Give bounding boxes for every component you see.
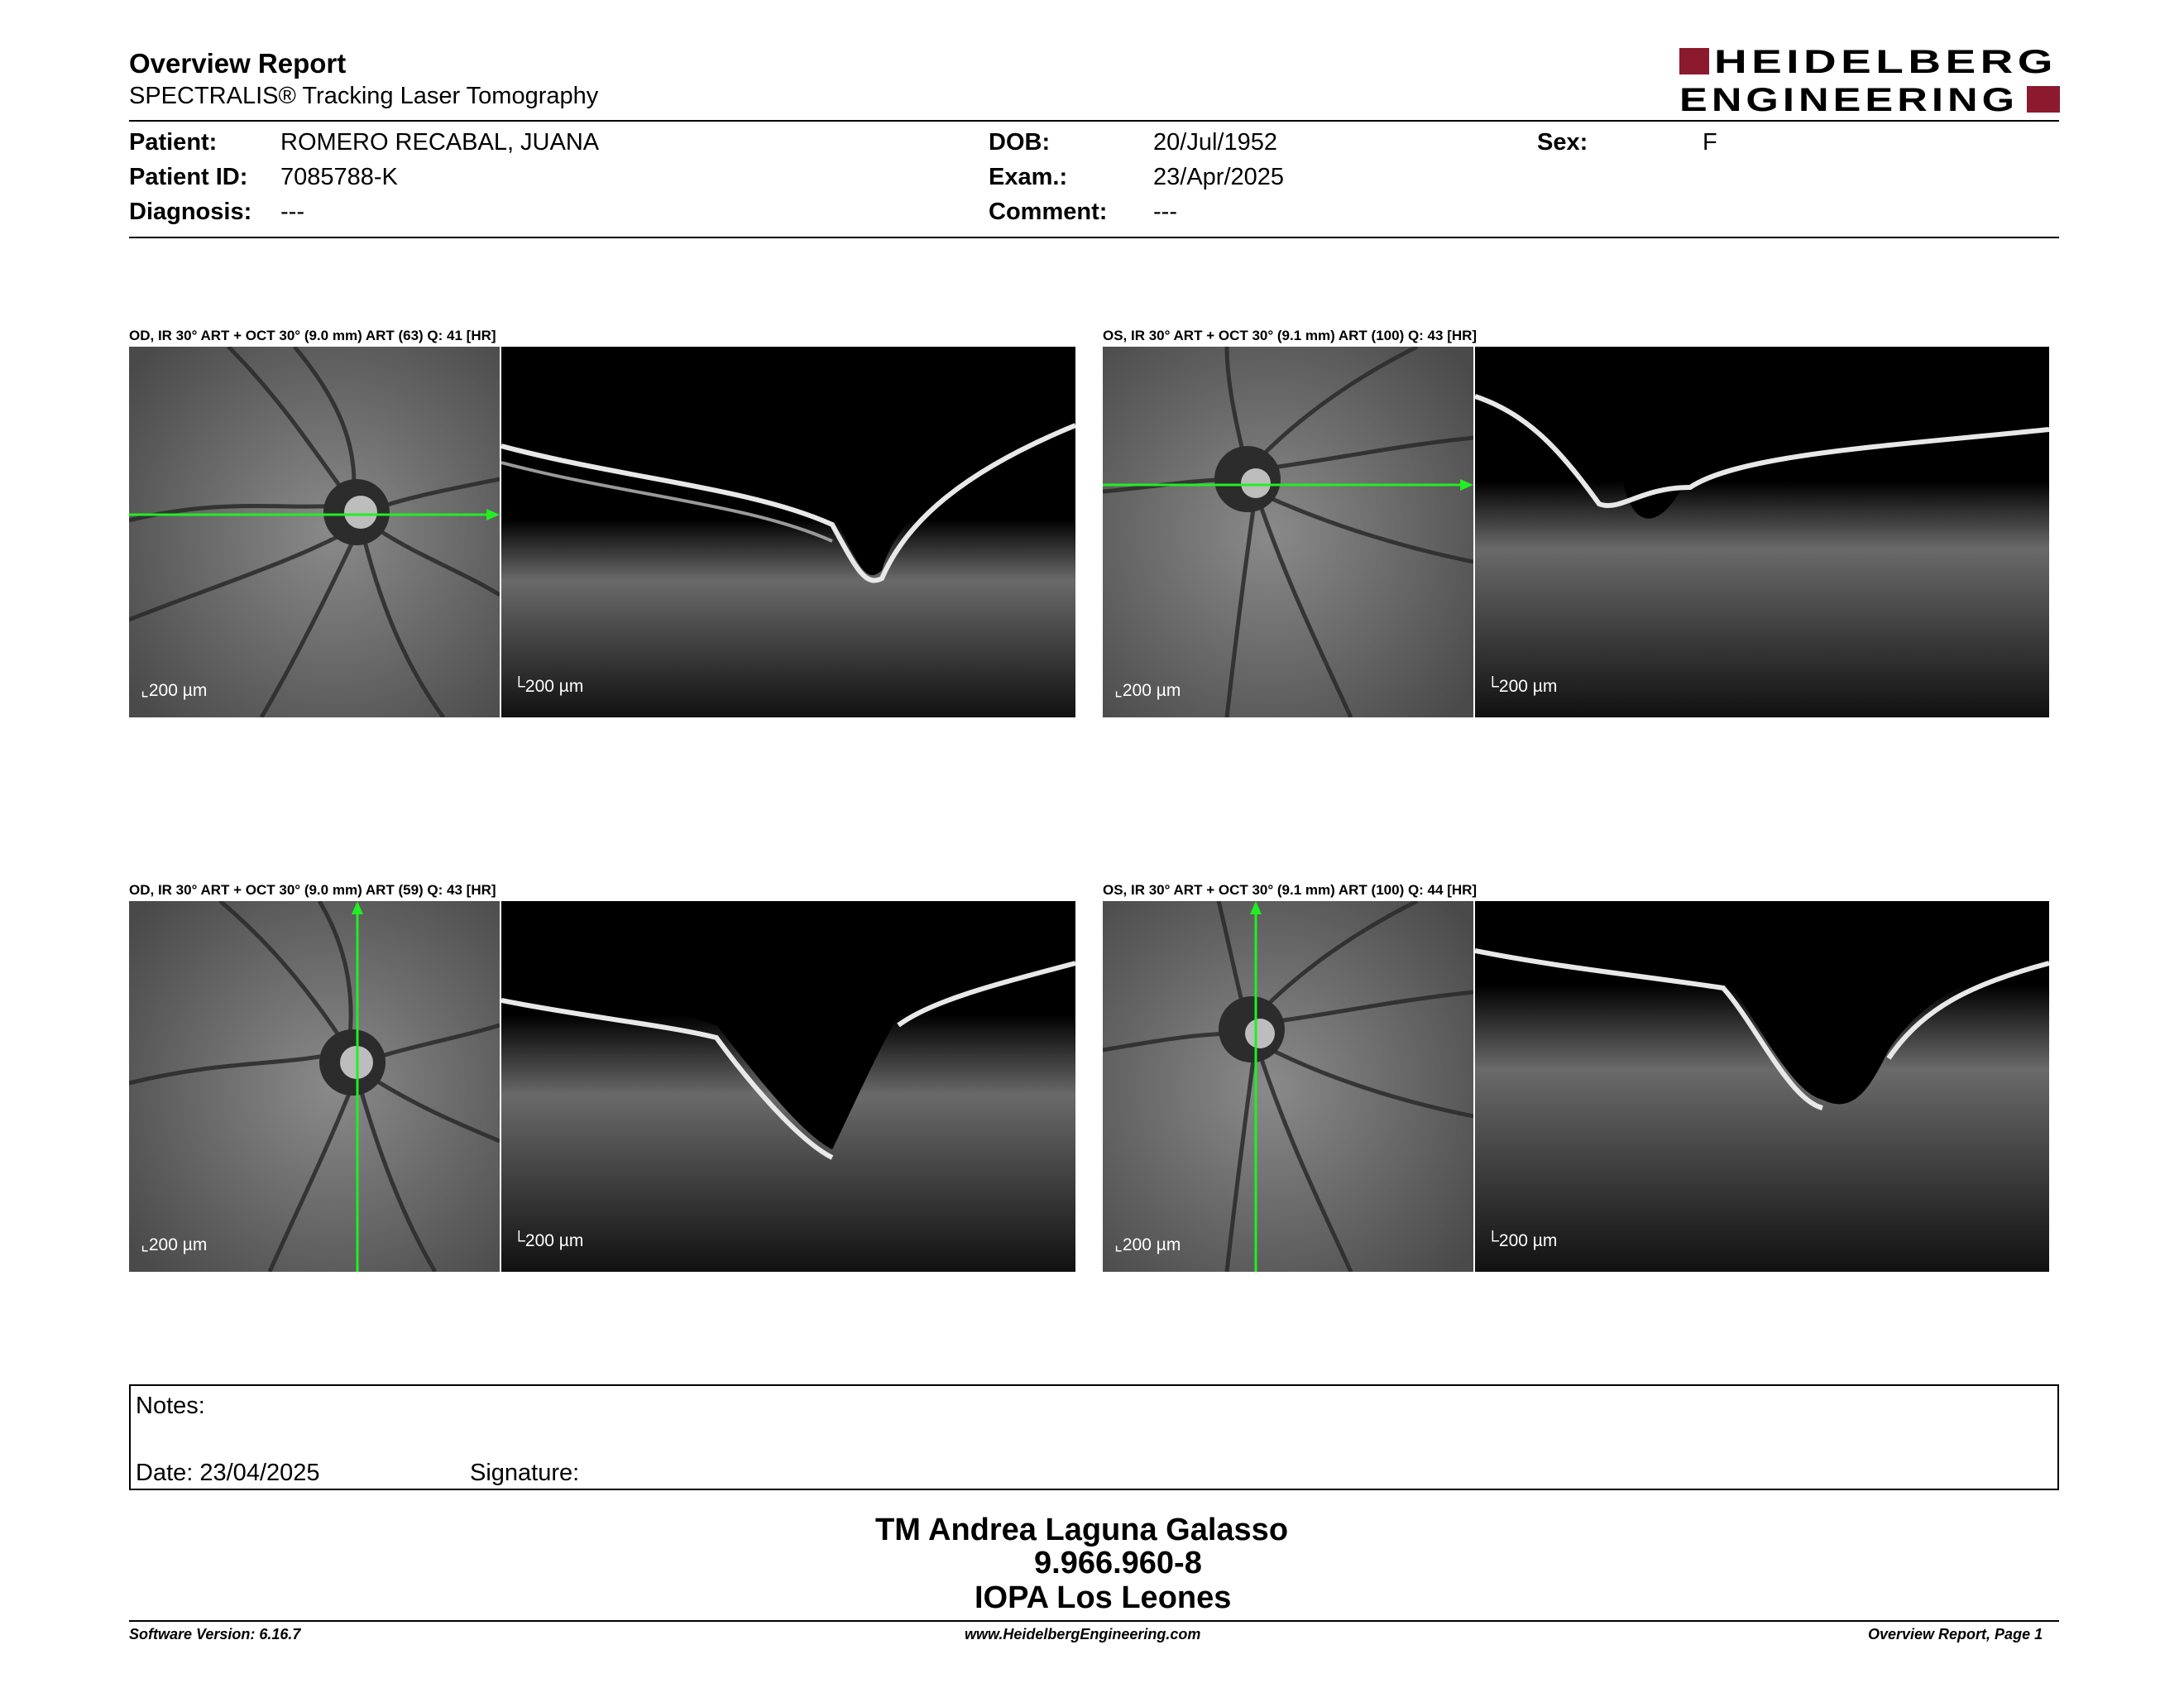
patient-id-value: 7085788-K xyxy=(280,164,398,190)
report-title: Overview Report xyxy=(129,48,347,79)
sex-label: Sex: xyxy=(1537,129,1588,156)
scale-bar-icon: └ xyxy=(1487,677,1499,696)
scan-title: OD, IR 30° ART + OCT 30° (9.0 mm) ART (59) Q: 43 [HR] xyxy=(129,882,496,898)
signer-name: TM Andrea Laguna Galasso xyxy=(875,1513,1289,1547)
signature-label: Signature: xyxy=(470,1460,580,1486)
dob-label: DOB: xyxy=(989,129,1051,156)
scale-bar-icon: └ xyxy=(1487,1231,1499,1250)
scan-title: OD, IR 30° ART + OCT 30° (9.0 mm) ART (63) Q: 41 [HR] xyxy=(129,328,496,343)
report-subtitle: SPECTRALIS® Tracking Laser Tomography xyxy=(129,83,599,109)
website-link[interactable]: www.HeidelbergEngineering.com xyxy=(965,1626,1201,1642)
diagnosis-value: --- xyxy=(280,199,304,225)
patient-value: ROMERO RECABAL, JUANA xyxy=(280,129,600,156)
scan-line xyxy=(1246,901,1266,1272)
scale-bar-icon: └ xyxy=(513,1231,525,1250)
notes-box[interactable] xyxy=(129,1384,2059,1490)
fundus-image xyxy=(129,347,500,717)
scale-bar-icon: └ xyxy=(513,677,525,696)
scan-title: OS, IR 30° ART + OCT 30° (9.1 mm) ART (100) Q: 43 [HR] xyxy=(1103,328,1478,343)
scan-line xyxy=(1103,477,1473,493)
heidelberg-logo xyxy=(1679,45,2060,116)
exam-label: Exam.: xyxy=(989,164,1068,190)
oct-bscan-image xyxy=(501,347,1075,717)
date-label: Date: 23/04/2025 xyxy=(136,1460,320,1486)
scale-bar-icon: ⌞ xyxy=(141,1235,149,1254)
footer-divider xyxy=(129,1620,2059,1622)
patient-id-label: Patient ID: xyxy=(129,164,248,190)
comment-value: --- xyxy=(1153,199,1177,225)
bscan-scale-label: └200 µm xyxy=(513,1231,584,1250)
oct-bscan-image xyxy=(1475,901,2049,1272)
software-version: Software Version: 6.16.7 xyxy=(129,1626,301,1642)
logo-line1: HEIDELBERG xyxy=(1714,45,2057,80)
bscan-scale-label: └200 µm xyxy=(513,677,584,696)
oct-bscan-image xyxy=(1475,347,2049,717)
sex-value: F xyxy=(1703,129,1717,156)
fundus-image xyxy=(1103,901,1473,1272)
fundus-image xyxy=(1103,347,1473,717)
signer-institution: IOPA Los Leones xyxy=(975,1580,1232,1615)
fundus-scale-label: ⌞200 µm xyxy=(141,681,208,700)
fundus-scale-label: ⌞200 µm xyxy=(141,1235,208,1254)
patient-label: Patient: xyxy=(129,129,218,156)
logo-line2: ENGINEERING xyxy=(1679,82,2019,116)
scan-line xyxy=(347,901,367,1272)
scan-line xyxy=(129,506,500,523)
bscan-scale-label: └200 µm xyxy=(1487,677,1558,696)
comment-label: Comment: xyxy=(989,199,1108,225)
notes-label: Notes: xyxy=(136,1393,205,1419)
diagnosis-label: Diagnosis: xyxy=(129,199,252,225)
signer-id: 9.966.960-8 xyxy=(1034,1546,1202,1580)
fundus-scale-label: ⌞200 µm xyxy=(1114,681,1181,700)
logo-accent-bottom xyxy=(2027,86,2060,113)
oct-bscan-image xyxy=(501,901,1075,1272)
header-divider xyxy=(129,120,2059,122)
scan-title: OS, IR 30° ART + OCT 30° (9.1 mm) ART (100) Q: 44 [HR] xyxy=(1103,882,1478,898)
page-number: Overview Report, Page 1 xyxy=(1868,1626,2043,1642)
dob-value: 20/Jul/1952 xyxy=(1153,129,1277,156)
bscan-scale-label: └200 µm xyxy=(1487,1231,1558,1250)
logo-accent-top xyxy=(1679,48,1709,74)
scale-bar-icon: ⌞ xyxy=(1114,1235,1123,1254)
fundus-image xyxy=(129,901,500,1272)
fundus-scale-label: ⌞200 µm xyxy=(1114,1235,1181,1254)
patient-divider xyxy=(129,237,2059,238)
scale-bar-icon: ⌞ xyxy=(141,681,149,700)
scale-bar-icon: ⌞ xyxy=(1114,681,1123,700)
exam-value: 23/Apr/2025 xyxy=(1153,164,1285,190)
